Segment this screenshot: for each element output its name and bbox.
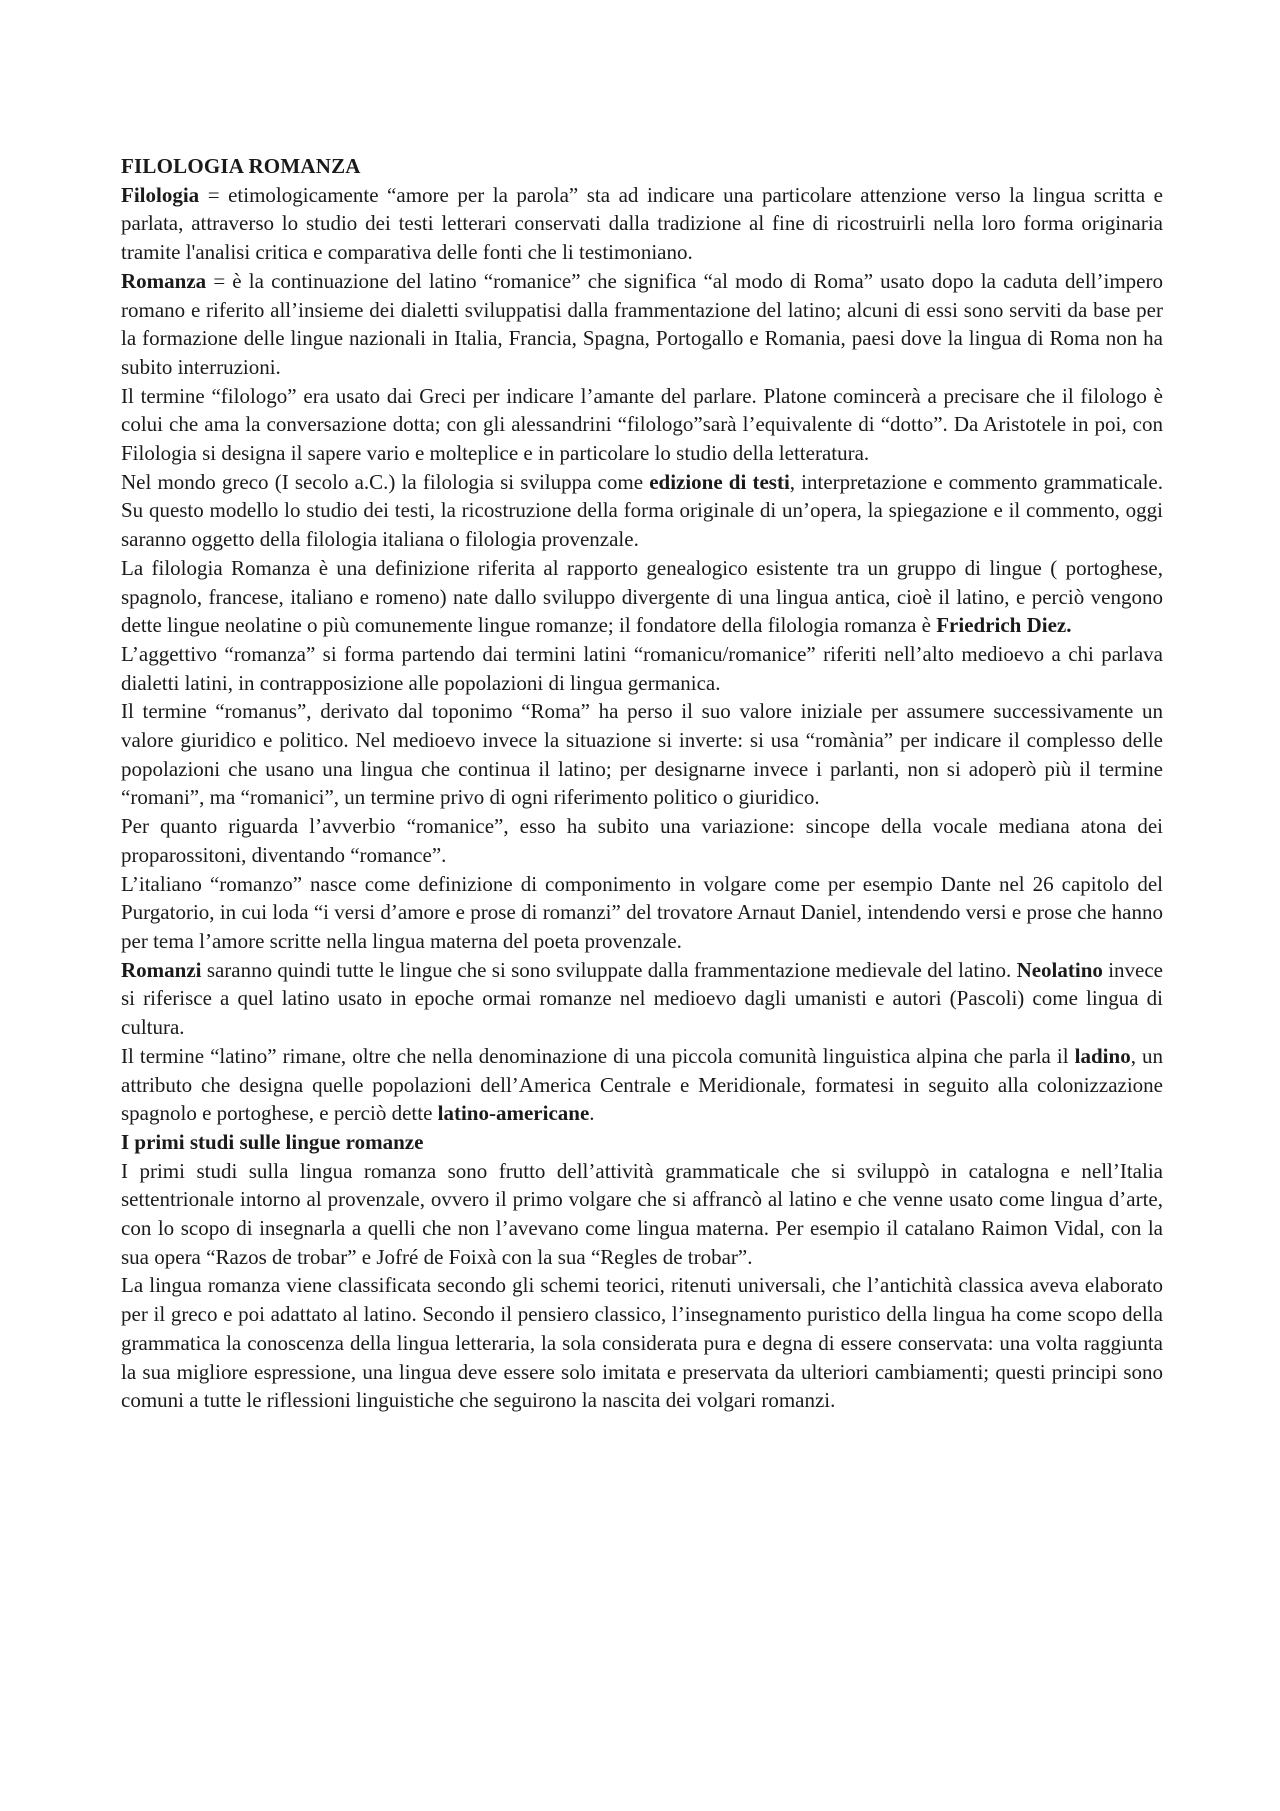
paragraph-romanza: Romanza = è la continuazione del latino “romanice” che significa “al modo di Roma” usato dopo la caduta dell’impero romano e riferito all’insieme dei dialetti sviluppatisi dalla frammentazione del latino; alcuni di essi sono serviti da base per la formazione delle lingue nazionali in Italia, Francia, Spagna, Portogallo e Romania, paesi dove la lingua di Roma non ha subito interruzioni. [121, 268, 1163, 379]
term-neolatino: Neolatino [1016, 957, 1103, 982]
document-page [121, 152, 1163, 1415]
section-heading: I primi studi sulle lingue romanze [121, 1129, 424, 1154]
paragraph-filologia: Filologia = etimologicamente “amore per la parola” sta ad indicare una particolare attenzione verso la lingua scritta e parlata, attraverso lo studio dei testi letterari conservati dalla tradizione al fine di ricostruirli nella loro forma originaria tramite l'analisi critica e comparativa delle fonti che li testimoniano. [121, 182, 1163, 265]
paragraph-aggettivo-romanza: L’aggettivo “romanza” si forma partendo dai termini latini “romanicu/romanice” riferiti nell’alto medioevo a chi parlava dialetti latini, in contrapposizione alle popolazioni di lingua germanica. [121, 641, 1163, 695]
paragraph-italiano-romanzo: L’italiano “romanzo” nasce come definizione di componimento in volgare come per esempio Dante nel 26 capitolo del Purgatorio, in cui loda “i versi d’amore e prose di romanzi” del trovatore Arnaut Daniel, intendendo versi e prose che hanno per tema l’amore scritte nella lingua materna del poeta provenzale. [121, 871, 1163, 953]
term-romanzi: Romanzi [121, 957, 202, 982]
paragraph-classificazione: La lingua romanza viene classificata secondo gli schemi teorici, ritenuti universali, che l’antichità classica aveva elaborato per il greco e poi adattato al latino. Secondo il pensiero classico, l’insegnamento puristico della lingua ha come scopo della grammatica la conoscenza della lingua letteraria, la sola considerata pura e degna di essere conservata: una volta raggiunta la sua migliore espressione, una lingua deve essere solo imitata e preservata da ulteriori cambiamenti; questi principi sono comuni a tutte le riflessioni linguistiche che seguirono la nascita dei volgari romanzi. [121, 1273, 1163, 1413]
term-filologia: Filologia [121, 182, 200, 207]
paragraph-filologo: Il termine “filologo” era usato dai Greci per indicare l’amante del parlare. Platone comincerà a precisare che il filologo è colui che ama la conversazione dotta; con gli alessandrini “filologo”sarà l’equivalente di “dotto”. Da Aristotele in poi, con Filologia si designa il sapere vario e molteplice e in particolare lo studio della letteratura. [121, 383, 1163, 466]
paragraph-mondo-greco: Nel mondo greco (I secolo a.C.) la filologia si sviluppa come edizione di testi, interpretazione e commento grammaticale. Su questo modello lo studio dei testi, la ricostruzione della forma originale di un’opera, la spiegazione e il commento, oggi saranno oggetto della filologia italiana o filologia provenzale. [121, 469, 1163, 552]
document-title: FILOLOGIA ROMANZA [121, 154, 361, 178]
term-romanza: Romanza [121, 268, 207, 293]
paragraph-avverbio-romanice: Per quanto riguarda l’avverbio “romanice”, esso ha subito una variazione: sincope della vocale mediana atona dei proparossitoni, diventando “romance”. [121, 814, 1163, 867]
term-edizione-di-testi: edizione di testi [649, 469, 790, 494]
term-ladino: ladino [1074, 1043, 1131, 1068]
paragraph-romanzi-neolatino: Romanzi saranno quindi tutte le lingue che si sono sviluppate dalla frammentazione medievale del latino. Neolatino invece si riferisce a quel latino usato in epoche ormai romanze nel medioevo dagli umanisti e autori (Pascoli) come lingua di cultura. [121, 957, 1164, 1040]
term-friedrich-diez: Friedrich Diez. [936, 613, 1072, 638]
paragraph-romanus: Il termine “romanus”, derivato dal toponimo “Roma” ha perso il suo valore iniziale per assumere successivamente un valore giuridico e politico. Nel medioevo invece la situazione si inverte: si usa “romània” per indicare il complesso delle popolazioni che usano una lingua che continua il latino; per designarne invece i parlanti, non si adoperò più il termine “romani”, ma “romanici”, un termine privo di ogni riferimento politico o giuridico. [121, 699, 1163, 810]
paragraph-filologia-romanza: La filologia Romanza è una definizione riferita al rapporto genealogico esistente tra un gruppo di lingue ( portoghese, spagnolo, francese, italiano e romeno) nate dallo sviluppo divergente di una lingua antica, cioè il latino, e perciò vengono dette lingue neolatine o più comunemente lingue romanze; il fondatore della filologia romanza è Friedrich Diez. [121, 555, 1163, 638]
paragraph-primi-studi: I primi studi sulla lingua romanza sono frutto dell’attività grammaticale che si sviluppò in catalogna e nell’Italia settentrionale intorno al provenzale, ovvero il primo volgare che si affrancò al latino e che venne usato come lingua d’arte, con lo scopo di insegnarla a quelli che non l’avevano come lingua materna. Per esempio il catalano Raimon Vidal, con la sua opera “Razos de trobar” e Jofré de Foixà con la sua “Regles de trobar”. [121, 1158, 1163, 1269]
term-latino-americane: latino-americane [437, 1101, 590, 1126]
paragraph-termine-latino: Il termine “latino” rimane, oltre che nella denominazione di una piccola comunità linguistica alpina che parla il ladino, un attributo che designa quelle popolazioni dell’America Centrale e Meridionale, formatesi in seguito alla colonizzazione spagnolo e portoghese, e perciò dette latino-americane. [121, 1043, 1164, 1126]
